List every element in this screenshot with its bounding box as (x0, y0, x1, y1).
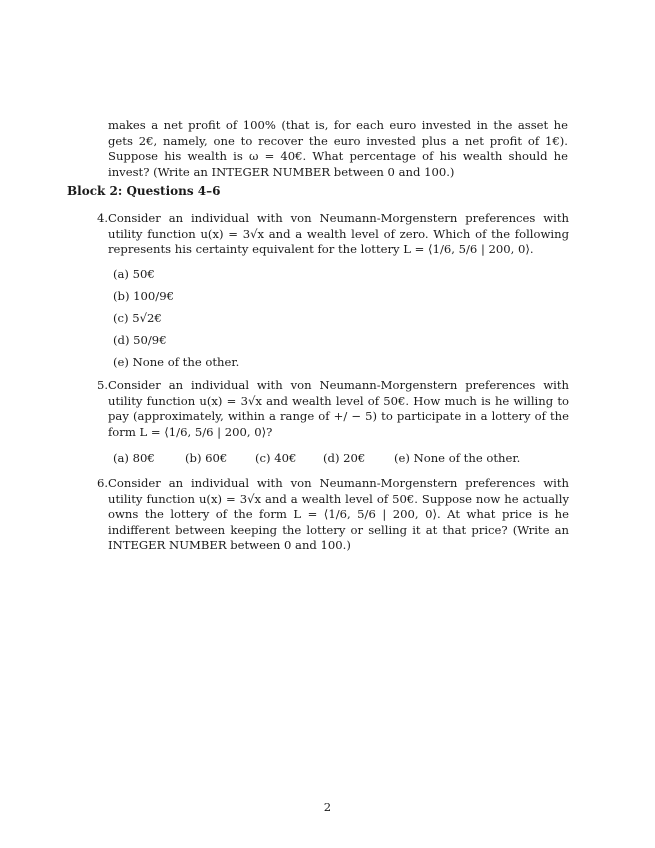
option-b: (b) 60€ (185, 451, 228, 465)
option-a: (a) 50€ (113, 267, 155, 281)
question-5-options (113, 449, 520, 467)
page-number: 2 (323, 800, 332, 814)
question-6 (81, 476, 569, 554)
block-heading: Block 2: Questions 4–6 (67, 184, 221, 198)
question-number: 5. (96, 378, 108, 392)
question-number: 6. (96, 476, 108, 490)
question-3-continuation: makes a net profit of 100% (that is, for each euro invested in the asset he gets 2€, namely, one to recover the euro invested plus a net profit of 1€). Suppose his wealth is ω = 40€. What percentage of his wealth should he invest? (Write an INTEGER NUMBER between 0 and 100.) (108, 118, 568, 179)
question-text: Consider an individual with von Neumann-Morgenstern preferences with utility function u(x) = 3√x and wealth level of 50€. How much is he willing to pay (approximately, within a range of +/ − 5) to participate in a lottery of the form L = ⟨1/6, 5/6 | 200, 0⟩? (108, 378, 569, 439)
option-d: (d) 20€ (323, 451, 366, 465)
option-c: (c) 40€ (255, 451, 297, 465)
option-b: (b) 100/9€ (113, 289, 174, 303)
option-e: (e) None of the other. (113, 355, 240, 369)
question-number: 4. (96, 211, 108, 225)
option-e: (e) None of the other. (394, 451, 521, 465)
option-c: (c) 5√2€ (113, 311, 162, 325)
question-4-options (113, 263, 239, 373)
question-text: Consider an individual with von Neumann-Morgenstern preferences with utility function u(x) = 3√x and a wealth level of 50€. Suppose now he actually owns the lottery of the form L = ⟨1/6, 5/6 | 200, 0⟩. At what price is he indifferent between keeping the lottery or selling it at that price? (Write an INTEGER NUMBER between 0 and 100.) (108, 476, 569, 553)
question-text: Consider an individual with von Neumann-Morgenstern preferences with utility function u(x) = 3√x and a wealth level of zero. Which of the following represents his certainty equivalent for the lottery L = ⟨1/6, 5/6 | 200, 0⟩. (108, 211, 569, 257)
option-d: (d) 50/9€ (113, 333, 167, 347)
option-a: (a) 80€ (113, 451, 155, 465)
question-4 (81, 211, 569, 258)
question-5 (81, 378, 569, 440)
